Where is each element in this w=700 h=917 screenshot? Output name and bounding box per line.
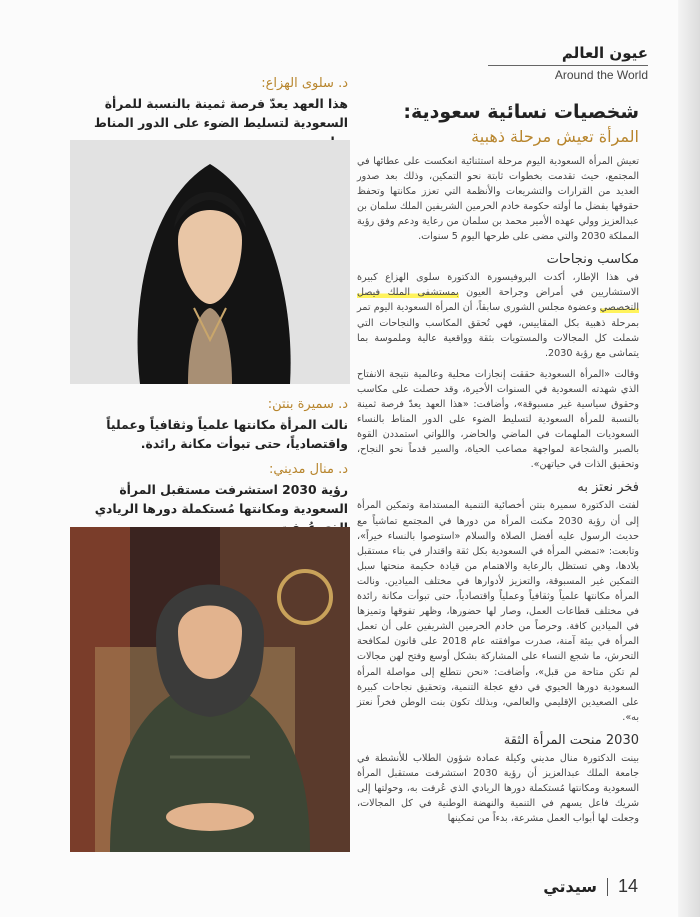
pull-quote [70,397,348,453]
quote-text: نالت المرأة مكانتها علمياً وثقافياً وعملياً واقتصادياً، حتى تبوأت مكانة رائدة. [106,417,348,451]
section-header [488,44,648,82]
paragraph-hazzaa-quote: وقالت «المرأة السعودية حققت إنجازات محلية وعالمية نتيجة الانفتاح الذي شهدته السعودية في السنوات الأخيرة، وقد حصلت على مكاسب وحقوق سياسية غير مسبوقة»، وأضافت: «هذا العهد يعدّ فرصة ثمينة بالنسبة للمرأة السعودية لتسليط الضوء على الدور المناط بالنساء السعوديات الملهمات في الماضي والحاضر، واللواتي استمددن القوة بالصبر والشجاعة لمواجهة مصاعب الحياة، والسير قدماً نحو النجاح، وتحقيق الذات في حياتهن». [357,368,639,471]
paragraph-text: وعضوة مجلس الشورى سابقاً، أن المرأة السعودية اليوم تمر بمرحلة ذهبية بكل المقاييس، فهي تُحقق المكاسب والنجاحات التي شملت كل المجالات والمستويات بثقة وواقعية عالية وملموسة بما يتماشى مع رؤية 2030. [357,302,639,359]
section-title-ar: عيون العالم [561,44,648,62]
portrait-photo [70,527,350,852]
highlighted-text: بمستشفى الملك فيصل التخصصي [357,287,639,314]
section-title-en: Around the World [554,68,648,82]
page-number: 14 [617,876,638,896]
page-footer [543,876,638,897]
section-rule [488,65,648,66]
footer-divider [607,878,608,896]
article-intro: تعيش المرأة السعودية اليوم مرحلة استثنائية انعكست على عطائها في المجتمع، حيث تقدمت بخطوات ثابتة نحو التمكين، وذلك بعد صدور العديد من القرارات والتشريعات والأنظمة التي تعزز مكانتها وتحفظ حقوقها بفضل ما أولته حكومة خادم الحرمين الشريفين الملك سلمان بن عبدالعزيز وولي عهده الأمير محمد بن سلمان من رعاية ودعم وفق رؤية المملكة 2030 والتي مضى على طرحها اليوم 5 سنوات. [357,155,639,243]
paragraph-bantan: لفتت الدكتورة سميرة بنتن أخصائية التنمية المستدامة وتمكين المرأة إلى أن رؤية 2030 مكنت المرأة من دورها في المجتمع تماشياً مع حديث الرسول عليه أفضل الصلاة والسلام «استوصوا بالنساء خيراً»، وتابعت: «تمضي المرأة في السعودية بكل ثقة واقتدار في بناء مستقبل بلادها، وهي تستظل بالرعاية والاهتمام من قيادة حكيمة منحتها سبل التمكين غير المسبوقة، والتعزيز لأدوارها في مختلف الميادين. ونالت المرأة مكانتها علمياً وثقافياً وعملياً واقتصادياً، حتى تبوأت مكانة رائدة في مختلف قطاعات العمل، وصار لها حضورها، وظهر تفوقها وتميزها في الميادين كافة. وحرصاً من خادم الحرمين الشريفين على أن تعمل المرأة في بيئة آمنة، صدرت موافقته عام 2018 على قانون لمكافحة التحرش، ما شجع النساء على المشاركة بشكل أوسع وفتح لهن مجالات لم تكن متاحة من قبل»، وأضافت: «نحن نتطلع إلى مواصلة المرأة السعودية دورها الحيوي في دفع عجلة التنمية، وتحقيق نجاحات كبيرة على الصعيدين الإقليمي والعالمي، وبذلك تكون بنت الوطن فخراً نعتز به». [357,500,640,723]
pull-quote [70,462,348,537]
article-title: شخصيات نسائية سعودية: [403,101,639,123]
portrait-photo [70,140,350,384]
quote-author: د. منال مديني: [268,462,348,477]
article-column [357,100,639,832]
subheading-pride: فخر نعتز به [577,480,639,496]
magazine-name: سيدتي [543,877,597,896]
portrait-illustration [70,140,350,384]
quote-author: د. سميرة بنتن: [267,397,348,412]
quote-text: هذا العهد يعدّ فرصة ثمينة بالنسبة للمرأة السعودية لتسليط الضوء على الدور المناط [93,96,348,130]
subheading-gains: مكاسب ونجاحات [546,252,639,268]
paragraph-text: في هذا الإطار، أكدت البروفيسورة الدكتورة سلوى الهزاع كبيرة الاستشاريين في أمراض وجراحة العيون [357,272,639,299]
subheading-confidence: 2030 منحت المرأة الثقة [503,732,639,748]
page-edge [678,0,700,917]
quote-text: رؤية 2030 استشرفت مستقبل المرأة السعودية ومكانتها مُستكملة دورها الريادي [94,482,348,516]
article-subtitle: المرأة تعيش مرحلة ذهبية [471,126,639,146]
paragraph-hazzaa [357,270,639,361]
paragraph-madani: بينت الدكتورة منال مديني وكيلة عمادة شؤون الطلاب للأنشطة في جامعة الملك عبدالعزيز أن رؤية 2030 استشرفت مستقبل المرأة السعودية ومكانتها مُستكملة دورها الريادي الذي عُرفت به، وحولتها إلى شريك فاعل يسهم في التنمية والنهضة الوطنية في كل المجالات، وجعلت لها أبواب العمل مشرعة، بدءاً من تمكينها [357,752,640,825]
quote-author: د. سلوى الهزاع: [261,76,348,91]
portrait-illustration [70,527,350,852]
